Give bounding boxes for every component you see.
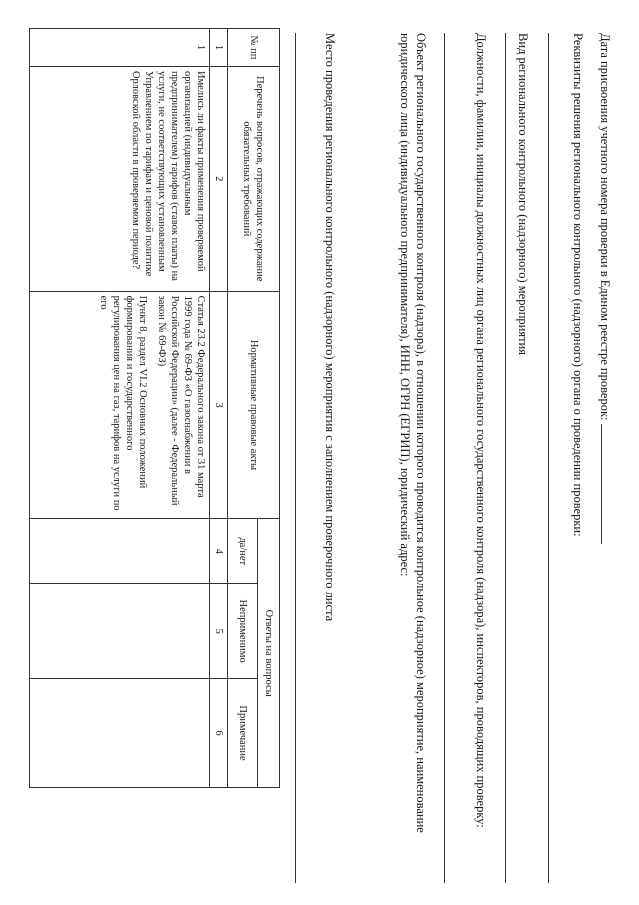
decision-details-line: Реквизиты решения регионального контрольного (надзорного) органа о проведении проверки:: [571, 33, 585, 537]
header-questions: Перечень вопросов, отражающих содержание обязательных требований: [228, 66, 280, 291]
registry-date-line: Дата присвоения учетного номера проверки в Едином реестре проверок:: [597, 33, 613, 544]
inspection-place-line: Место проведения регионального контрольного (надзорного) мероприятия с заполнением проверочного листа: [323, 33, 337, 622]
col-number: 3: [210, 291, 228, 519]
divider: [295, 33, 296, 883]
column-number-row: [210, 29, 228, 788]
answer-na-cell[interactable]: [30, 584, 210, 679]
header-acts: Нормативные правовые акты: [228, 291, 280, 519]
col-number: 4: [210, 519, 228, 584]
col-number: 5: [210, 584, 228, 679]
header-not-applicable: Неприменимо: [228, 584, 258, 679]
acts-cell: [30, 291, 210, 519]
table-row: [30, 29, 210, 788]
answer-yes-no-cell[interactable]: [30, 519, 210, 584]
divider: [444, 33, 445, 883]
divider: [548, 33, 549, 883]
checklist-table: [29, 28, 280, 788]
col-number: 2: [210, 66, 228, 291]
question-cell: Имелись ли факты применения проверяемой организацией (индивидуальным предпринимателем) тарифов (ставок платы) на услуги, не соответствующих установленным Управлением по тарифам и ценовой политике Орловской области в проверяемом периоде?: [30, 66, 210, 291]
row-number: 1: [30, 29, 210, 67]
inspection-type-line: Вид регионального контрольного (надзорного) мероприятия: [516, 33, 530, 355]
answer-note-cell[interactable]: [30, 679, 210, 788]
inspection-object-line: Объект регионального государственного контроля (надзора), в отношении которого проводится контрольное (надзорное) мероприятие, наименование юридического лица (индивидуального предпринимателя), ИНН, ОГРН (ЕГРИП), юридический адрес:: [398, 33, 428, 833]
col-number: 6: [210, 679, 228, 788]
header-num: № пп: [228, 29, 280, 67]
divider: [505, 33, 506, 883]
header-yes-no: да/нет: [228, 519, 258, 584]
act-text: Пункт 8, раздел VI.2 Основных положений формирования и государственного регулирования цен на газ, тарифов на услуги по его: [98, 295, 148, 511]
header-answers: Ответы на вопросы: [258, 519, 280, 788]
header-note: Примечание: [228, 679, 258, 788]
col-number: 1: [210, 29, 228, 67]
inspectors-line: Должности, фамилии, инициалы должностных лиц органа регионального государственного контроля (надзора), инспекторов, проводящих проверку:: [474, 33, 488, 828]
act-text: Статья 23.2 Федерального закона от 31 марта 1999 года № 69-ФЗ «О газоснабжении в Российской Федерации» (далее - Федеральный закон № 69-ФЗ): [156, 295, 206, 506]
